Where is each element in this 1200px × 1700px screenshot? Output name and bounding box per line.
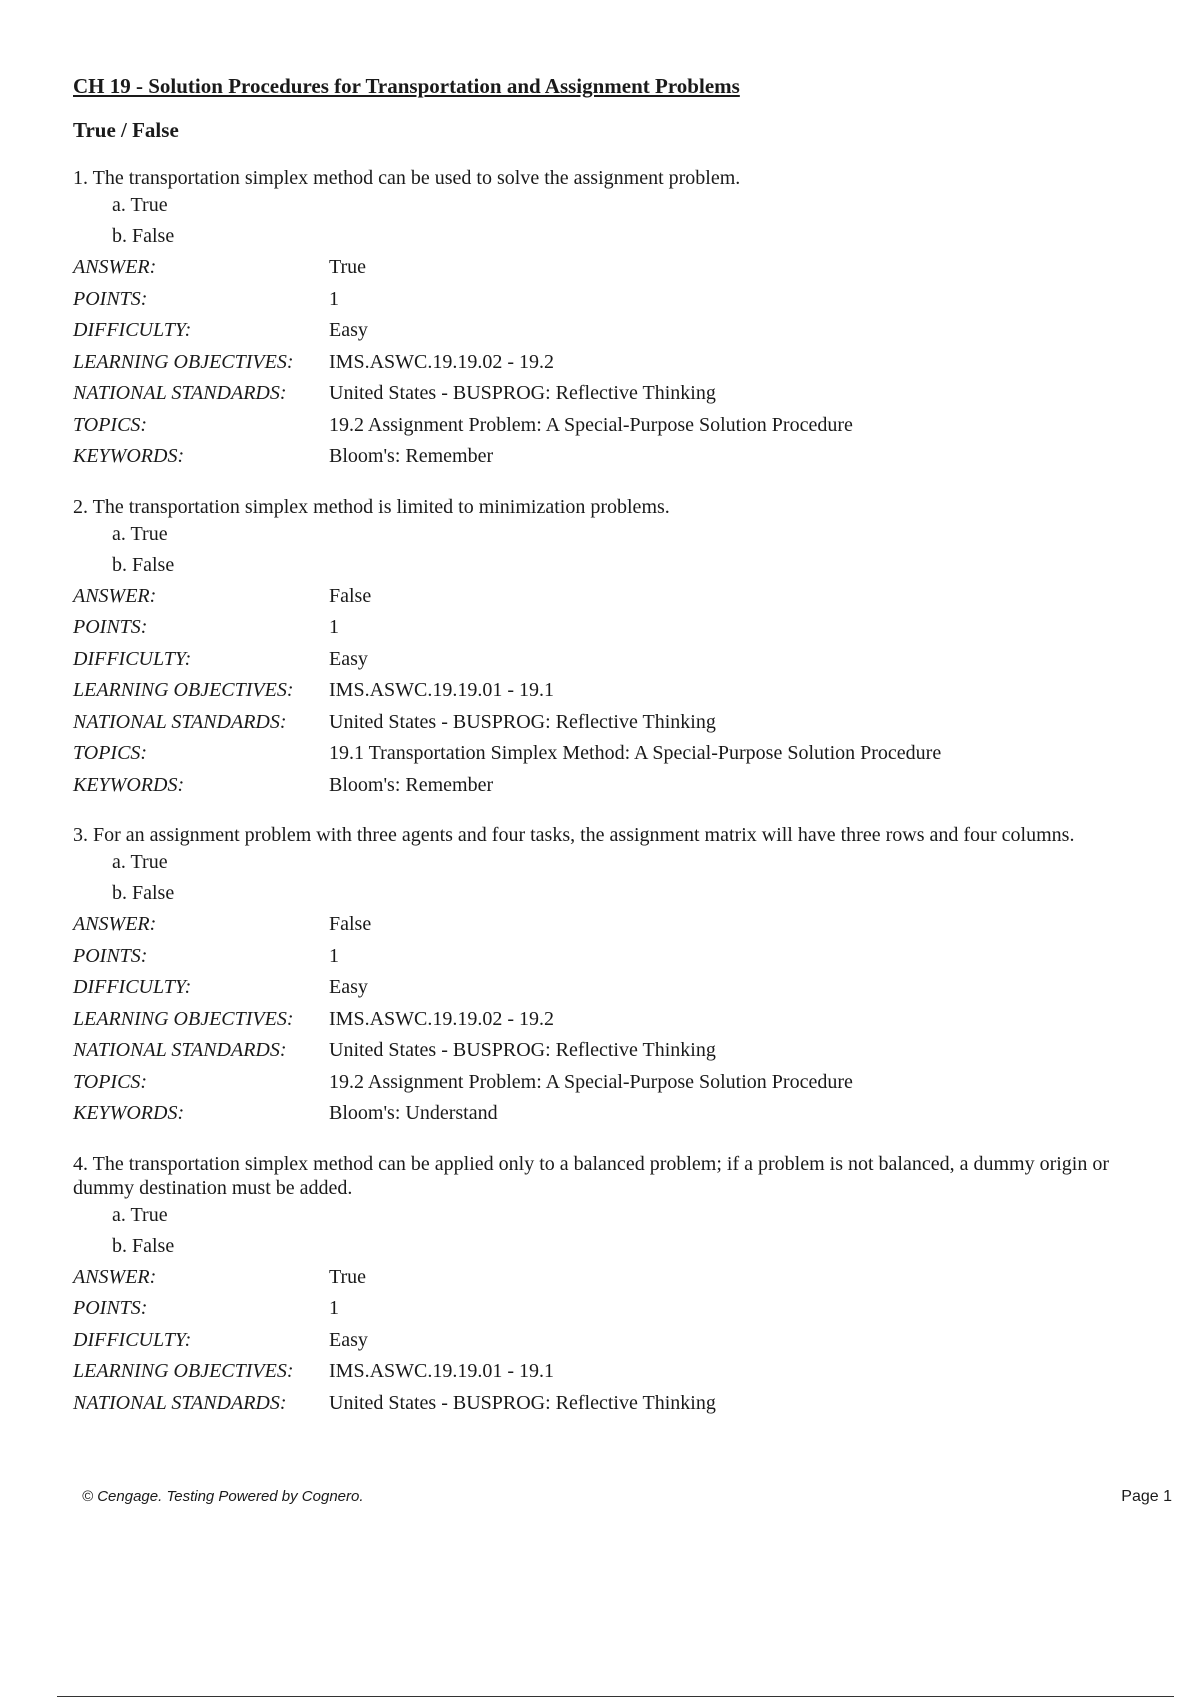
keywords-value: Bloom's: Remember <box>329 773 494 796</box>
national-standards-row <box>73 1035 1143 1067</box>
points-value: 1 <box>329 944 339 967</box>
question-text: 3. For an assignment problem with three agents and four tasks, the assignment matrix will have three rows and four columns. <box>73 824 1075 846</box>
national-standards-row <box>73 707 1143 739</box>
difficulty-row <box>73 1325 1143 1357</box>
section-title: True / False <box>73 118 179 142</box>
topics-row <box>73 738 1143 770</box>
choice-a: a. True <box>112 194 168 216</box>
points-row <box>73 1293 1143 1325</box>
difficulty-value: Easy <box>329 319 368 341</box>
national-standards-label: NATIONAL STANDARDS: <box>73 1039 287 1061</box>
points-label: POINTS: <box>73 287 148 310</box>
answer-label: ANSWER: <box>73 584 157 607</box>
points-row <box>73 941 1143 973</box>
keywords-value: Bloom's: Remember <box>329 445 494 467</box>
document-page <box>73 72 1143 1419</box>
answer-label: ANSWER: <box>73 1265 157 1288</box>
topics-value: 19.2 Assignment Problem: A Special-Purpose Solution Procedure <box>329 413 853 436</box>
learning-objectives-row <box>73 1356 1143 1388</box>
topics-label: TOPICS: <box>73 413 148 436</box>
learning-objectives-row <box>73 347 1143 379</box>
difficulty-row <box>73 972 1143 1004</box>
topics-row <box>73 1067 1143 1099</box>
keywords-label: KEYWORDS: <box>73 1102 185 1124</box>
answer-value: True <box>329 1265 367 1288</box>
points-row <box>73 612 1143 644</box>
keywords-row <box>73 770 1143 802</box>
difficulty-value: Easy <box>329 647 368 670</box>
question-1 <box>73 166 1143 473</box>
learning-objectives-label: LEARNING OBJECTIVES: <box>73 1007 294 1030</box>
choice-b: b. False <box>112 553 175 576</box>
topics-label: TOPICS: <box>73 742 148 764</box>
choice-a: a. True <box>112 851 168 873</box>
difficulty-label: DIFFICULTY: <box>73 647 192 670</box>
points-label: POINTS: <box>73 616 148 638</box>
difficulty-value: Easy <box>329 1328 368 1351</box>
national-standards-value: United States - BUSPROG: Reflective Thinking <box>329 710 716 733</box>
learning-objectives-value: IMS.ASWC.19.19.01 - 19.1 <box>329 1360 555 1382</box>
learning-objectives-value: IMS.ASWC.19.19.01 - 19.1 <box>329 679 555 701</box>
answer-value: False <box>329 913 372 935</box>
answer-label: ANSWER: <box>73 913 157 935</box>
learning-objectives-row <box>73 675 1143 707</box>
keywords-label: KEYWORDS: <box>73 445 185 467</box>
learning-objectives-label: LEARNING OBJECTIVES: <box>73 679 294 701</box>
answer-label: ANSWER: <box>73 256 157 278</box>
answer-row <box>73 909 1143 941</box>
answer-row <box>73 581 1143 613</box>
question-text: 2. The transportation simplex method is limited to minimization problems. <box>73 495 670 518</box>
points-value: 1 <box>329 616 339 638</box>
learning-objectives-label: LEARNING OBJECTIVES: <box>73 1360 294 1382</box>
answer-value: False <box>329 584 372 607</box>
choice-a: a. True <box>112 1203 168 1226</box>
question-text: 4. The transportation simplex method can be applied only to a balanced problem; if a problem is not balanced, a dummy origin or dummy destination must be added. <box>73 1152 1110 1199</box>
points-row <box>73 284 1143 316</box>
bottom-divider <box>57 1696 1174 1697</box>
choice-b: b. False <box>112 882 175 904</box>
question-4 <box>73 1152 1143 1420</box>
national-standards-value: United States - BUSPROG: Reflective Thinking <box>329 1039 716 1061</box>
question-3 <box>73 823 1143 1130</box>
points-label: POINTS: <box>73 944 148 967</box>
national-standards-value: United States - BUSPROG: Reflective Thinking <box>329 382 716 404</box>
topics-row <box>73 410 1143 442</box>
learning-objectives-label: LEARNING OBJECTIVES: <box>73 350 294 373</box>
national-standards-row <box>73 378 1143 410</box>
page-number: Page 1 <box>1121 1488 1172 1505</box>
difficulty-label: DIFFICULTY: <box>73 1328 192 1351</box>
topics-value: 19.2 Assignment Problem: A Special-Purpose Solution Procedure <box>329 1070 853 1093</box>
national-standards-label: NATIONAL STANDARDS: <box>73 382 287 404</box>
chapter-title: CH 19 - Solution Procedures for Transportation and Assignment Problems <box>73 74 740 98</box>
national-standards-label: NATIONAL STANDARDS: <box>73 1391 287 1414</box>
keywords-row <box>73 1098 1143 1130</box>
difficulty-row <box>73 644 1143 676</box>
choice-b: b. False <box>112 1234 175 1257</box>
difficulty-row <box>73 315 1143 347</box>
learning-objectives-value: IMS.ASWC.19.19.02 - 19.2 <box>329 350 555 373</box>
answer-value: True <box>329 256 367 278</box>
topics-label: TOPICS: <box>73 1070 148 1093</box>
difficulty-value: Easy <box>329 976 368 998</box>
points-label: POINTS: <box>73 1297 148 1319</box>
keywords-label: KEYWORDS: <box>73 773 185 796</box>
answer-row <box>73 252 1143 284</box>
difficulty-label: DIFFICULTY: <box>73 319 192 341</box>
points-value: 1 <box>329 287 339 310</box>
choice-a: a. True <box>112 522 168 545</box>
points-value: 1 <box>329 1297 339 1319</box>
national-standards-value: United States - BUSPROG: Reflective Thinking <box>329 1391 716 1414</box>
topics-value: 19.1 Transportation Simplex Method: A Special-Purpose Solution Procedure <box>329 742 942 764</box>
answer-row <box>73 1262 1143 1294</box>
national-standards-row <box>73 1388 1143 1420</box>
learning-objectives-value: IMS.ASWC.19.19.02 - 19.2 <box>329 1007 555 1030</box>
choice-b: b. False <box>112 225 175 247</box>
question-2 <box>73 495 1143 802</box>
question-text: 1. The transportation simplex method can be used to solve the assignment problem. <box>73 167 741 189</box>
learning-objectives-row <box>73 1004 1143 1036</box>
keywords-value: Bloom's: Understand <box>329 1102 498 1124</box>
copyright-text: © Cengage. Testing Powered by Cognero. <box>82 1488 364 1505</box>
national-standards-label: NATIONAL STANDARDS: <box>73 710 287 733</box>
difficulty-label: DIFFICULTY: <box>73 976 192 998</box>
keywords-row <box>73 441 1143 473</box>
